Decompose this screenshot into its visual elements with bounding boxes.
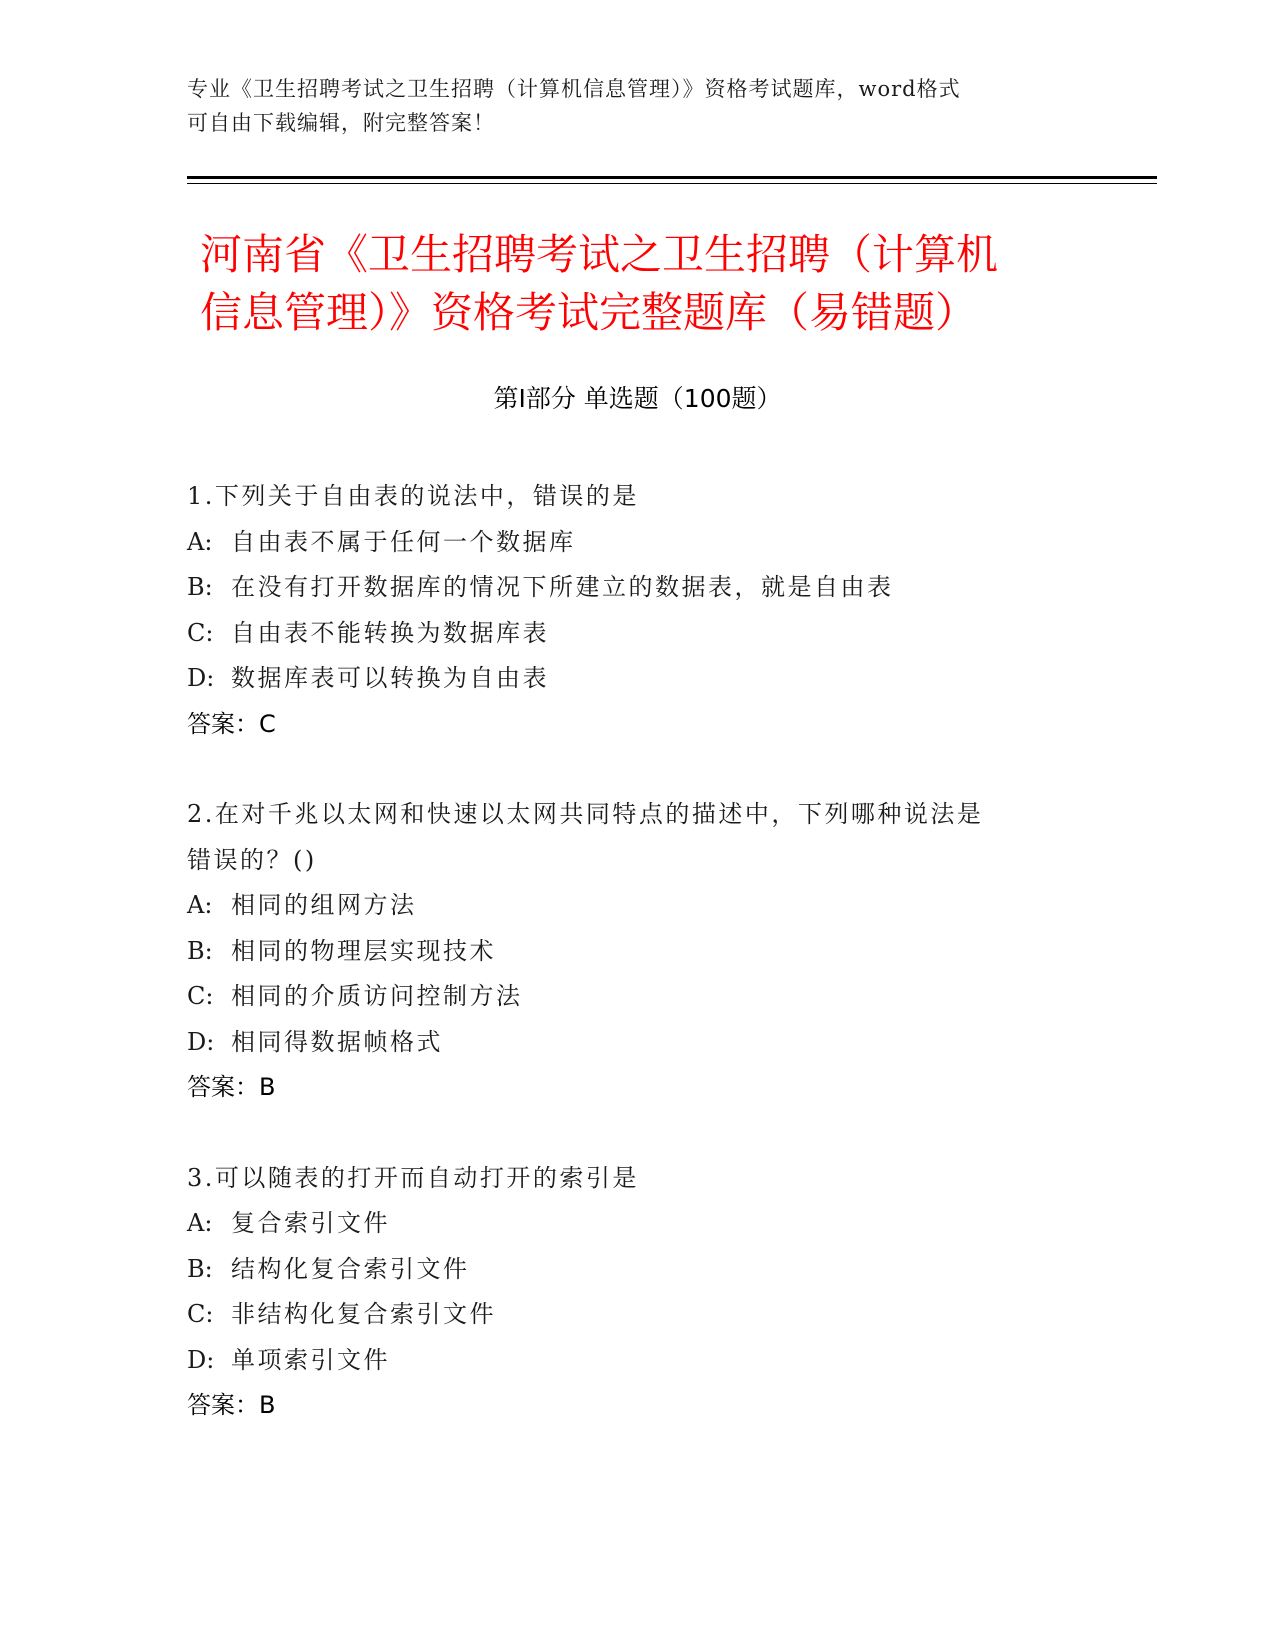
option-text: 自由表不属于任何一个数据库 [231, 527, 576, 556]
option-text: 相同的物理层实现技术 [231, 936, 496, 965]
option-text: 自由表不能转换为数据库表 [231, 618, 549, 647]
section-heading: 第Ⅰ部分 单选题（100题） [493, 384, 782, 413]
option-letter: D: [187, 1027, 215, 1056]
question-3-answer: 答案：B [187, 1391, 276, 1419]
question-1-answer: 答案：C [187, 709, 276, 738]
document-title-line-1: 河南省《卫生招聘考试之卫生招聘（计算机 [200, 230, 999, 279]
question-3-option-c [187, 1292, 1067, 1338]
option-letter: B: [187, 573, 213, 601]
option-text: 单项索引文件 [231, 1345, 390, 1374]
option-letter: A: [187, 527, 213, 556]
question-1 [187, 474, 1067, 747]
question-3-stem [187, 1156, 1067, 1202]
question-2-answer: 答案：B [187, 1073, 276, 1101]
question-2-stem [187, 792, 1067, 883]
option-text: 非结构化复合索引文件 [231, 1300, 496, 1328]
option-text: 在没有打开数据库的情况下所建立的数据表，就是自由表 [231, 573, 894, 601]
question-2 [187, 792, 1067, 1111]
question-2-option-d [187, 1020, 1067, 1066]
option-letter: C: [187, 618, 214, 647]
header-note [187, 72, 1067, 140]
question-2-option-a [187, 883, 1067, 929]
header-rule-thick [187, 176, 1157, 179]
question-2-option-c [187, 974, 1067, 1020]
question-3-option-b [187, 1247, 1067, 1293]
header-rule-thin [187, 183, 1157, 184]
option-text: 数据库表可以转换为自由表 [231, 664, 549, 692]
option-letter: D: [187, 1345, 215, 1374]
question-list [187, 474, 1067, 1474]
question-3 [187, 1156, 1067, 1429]
option-letter: C: [187, 1300, 214, 1328]
option-letter: A: [187, 1209, 213, 1237]
option-text: 相同的组网方法 [231, 891, 417, 919]
option-text: 结构化复合索引文件 [231, 1254, 470, 1283]
question-2-stem-line-2: 错误的？() [187, 845, 317, 874]
option-text: 复合索引文件 [231, 1209, 390, 1237]
question-3-option-d [187, 1338, 1067, 1384]
question-1-option-b [187, 565, 1067, 611]
header-note-line-2: 可自由下载编辑，附完整答案！ [187, 111, 495, 135]
option-text: 相同得数据帧格式 [231, 1027, 443, 1056]
header-note-line-1: 专业《卫生招聘考试之卫生招聘（计算机信息管理）》资格考试题库，word格式 [187, 77, 961, 101]
question-3-stem-line-1: 3.可以随表的打开而自动打开的索引是 [187, 1163, 639, 1192]
option-letter: D: [187, 664, 215, 692]
option-letter: B: [187, 1254, 213, 1283]
question-1-option-a [187, 520, 1067, 566]
option-letter: B: [187, 936, 213, 965]
question-1-option-c [187, 611, 1067, 657]
question-2-option-b [187, 929, 1067, 975]
question-1-stem [187, 474, 1067, 520]
question-3-option-a [187, 1201, 1067, 1247]
question-1-stem-line-1: 1.下列关于自由表的说法中，错误的是 [187, 482, 639, 510]
document-title [200, 226, 1080, 342]
document-title-line-2: 信息管理）》资格考试完整题库（易错题） [200, 288, 978, 337]
option-letter: A: [187, 891, 213, 919]
option-text: 相同的介质访问控制方法 [231, 982, 523, 1010]
question-2-stem-line-1: 2.在对千兆以太网和快速以太网共同特点的描述中，下列哪种说法是 [187, 800, 984, 828]
question-1-option-d [187, 656, 1067, 702]
option-letter: C: [187, 982, 214, 1010]
